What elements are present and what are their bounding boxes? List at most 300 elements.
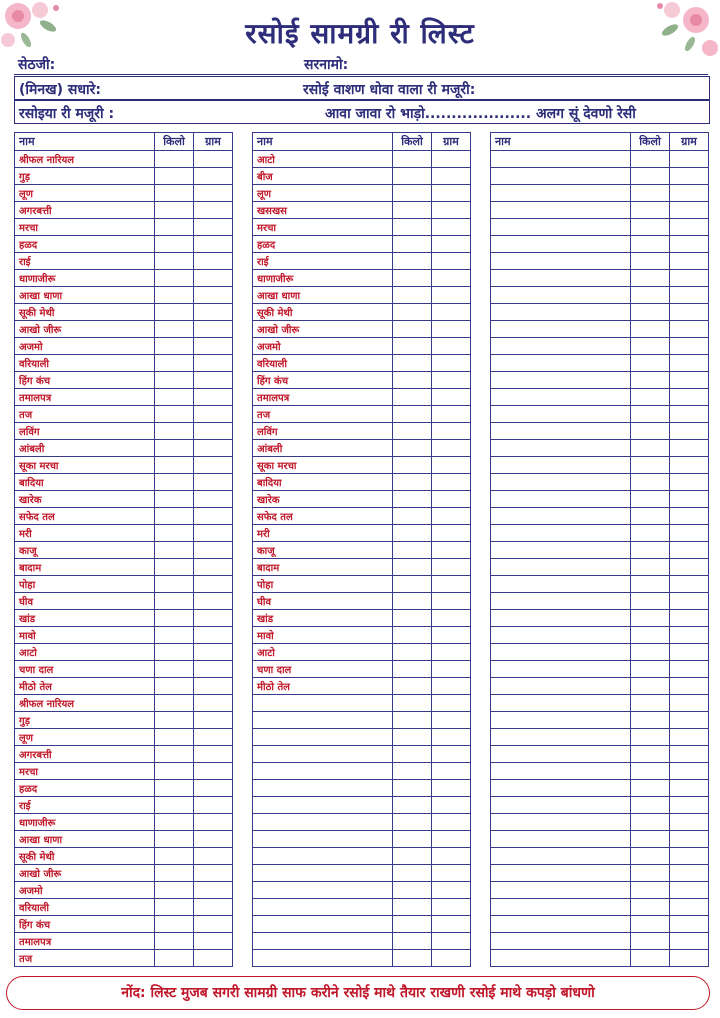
kilo-cell[interactable] [631, 236, 670, 253]
kilo-cell[interactable] [631, 695, 670, 712]
kilo-cell[interactable] [155, 882, 194, 899]
gram-cell[interactable] [670, 236, 709, 253]
item-name-cell [491, 372, 631, 389]
kilo-cell[interactable] [631, 491, 670, 508]
gram-cell[interactable] [432, 814, 471, 831]
kilo-cell[interactable] [393, 423, 432, 440]
kilo-cell[interactable] [393, 304, 432, 321]
gram-cell[interactable] [670, 440, 709, 457]
gram-cell[interactable] [194, 185, 233, 202]
kilo-cell[interactable] [155, 525, 194, 542]
gram-cell[interactable] [670, 202, 709, 219]
kilo-cell[interactable] [393, 219, 432, 236]
gram-cell[interactable] [432, 831, 471, 848]
kilo-cell[interactable] [393, 372, 432, 389]
kilo-cell[interactable] [155, 763, 194, 780]
gram-cell[interactable] [432, 338, 471, 355]
gram-cell[interactable] [432, 695, 471, 712]
kilo-cell[interactable] [631, 219, 670, 236]
kilo-cell[interactable] [393, 661, 432, 678]
gram-cell[interactable] [194, 525, 233, 542]
gram-cell[interactable] [670, 185, 709, 202]
gram-cell[interactable] [194, 831, 233, 848]
gram-cell[interactable] [432, 474, 471, 491]
table-row [491, 270, 709, 287]
kilo-cell[interactable] [155, 440, 194, 457]
gram-cell[interactable] [432, 678, 471, 695]
gram-cell[interactable] [670, 559, 709, 576]
kilo-cell[interactable] [155, 491, 194, 508]
kilo-cell[interactable] [631, 372, 670, 389]
kilo-cell[interactable] [393, 457, 432, 474]
gram-cell[interactable] [432, 882, 471, 899]
kilo-cell[interactable] [631, 338, 670, 355]
gram-cell[interactable] [432, 661, 471, 678]
gram-cell[interactable] [194, 168, 233, 185]
kilo-cell[interactable] [393, 933, 432, 950]
kilo-cell[interactable] [631, 831, 670, 848]
kilo-cell[interactable] [631, 287, 670, 304]
kilo-cell[interactable] [155, 729, 194, 746]
gram-cell[interactable] [670, 423, 709, 440]
gram-cell[interactable] [432, 610, 471, 627]
kilo-cell[interactable] [155, 814, 194, 831]
gram-cell[interactable] [194, 627, 233, 644]
gram-cell[interactable] [194, 814, 233, 831]
kilo-cell[interactable] [155, 916, 194, 933]
gram-cell[interactable] [432, 440, 471, 457]
table-row [15, 525, 233, 542]
kilo-cell[interactable] [631, 474, 670, 491]
gram-cell[interactable] [432, 644, 471, 661]
kilo-cell[interactable] [155, 661, 194, 678]
kilo-cell[interactable] [631, 950, 670, 967]
kilo-cell[interactable] [631, 423, 670, 440]
gram-cell[interactable] [670, 831, 709, 848]
kilo-cell[interactable] [631, 525, 670, 542]
gram-cell[interactable] [194, 372, 233, 389]
gram-cell[interactable] [670, 780, 709, 797]
gram-cell[interactable] [194, 848, 233, 865]
kilo-cell[interactable] [393, 168, 432, 185]
kilo-cell[interactable] [155, 508, 194, 525]
gram-cell[interactable] [432, 287, 471, 304]
gram-cell[interactable] [194, 389, 233, 406]
gram-cell[interactable] [432, 848, 471, 865]
kilo-cell[interactable] [155, 899, 194, 916]
kilo-cell[interactable] [155, 151, 194, 168]
kilo-cell[interactable] [155, 253, 194, 270]
gram-cell[interactable] [194, 304, 233, 321]
gram-cell[interactable] [670, 406, 709, 423]
kilo-cell[interactable] [155, 168, 194, 185]
gram-cell[interactable] [432, 168, 471, 185]
gram-cell[interactable] [194, 202, 233, 219]
kilo-cell[interactable] [393, 185, 432, 202]
kilo-cell[interactable] [393, 491, 432, 508]
gram-cell[interactable] [670, 763, 709, 780]
kilo-cell[interactable] [393, 644, 432, 661]
gram-cell[interactable] [432, 576, 471, 593]
gram-cell[interactable] [670, 389, 709, 406]
kilo-cell[interactable] [631, 168, 670, 185]
gram-cell[interactable] [670, 321, 709, 338]
gram-cell[interactable] [670, 848, 709, 865]
kilo-cell[interactable] [155, 355, 194, 372]
item-name-cell: सफेद तल [253, 508, 393, 525]
kilo-cell[interactable] [631, 729, 670, 746]
kilo-cell[interactable] [393, 389, 432, 406]
gram-cell[interactable] [432, 491, 471, 508]
gram-cell[interactable] [670, 525, 709, 542]
gram-cell[interactable] [670, 950, 709, 967]
gram-cell[interactable] [432, 916, 471, 933]
gram-cell[interactable] [194, 797, 233, 814]
kilo-cell[interactable] [155, 865, 194, 882]
gram-cell[interactable] [432, 389, 471, 406]
gram-cell[interactable] [194, 712, 233, 729]
table-row [15, 831, 233, 848]
gram-cell[interactable] [432, 270, 471, 287]
gram-cell[interactable] [194, 678, 233, 695]
gram-cell[interactable] [194, 542, 233, 559]
gram-cell[interactable] [432, 559, 471, 576]
kilo-cell[interactable] [631, 644, 670, 661]
kilo-cell[interactable] [155, 678, 194, 695]
kilo-cell[interactable] [631, 185, 670, 202]
kilo-cell[interactable] [393, 865, 432, 882]
kilo-cell[interactable] [631, 508, 670, 525]
kilo-cell[interactable] [631, 559, 670, 576]
kilo-cell[interactable] [393, 746, 432, 763]
kilo-cell[interactable] [631, 457, 670, 474]
kilo-cell[interactable] [393, 848, 432, 865]
kilo-cell[interactable] [631, 355, 670, 372]
gram-cell[interactable] [432, 542, 471, 559]
kilo-cell[interactable] [631, 712, 670, 729]
kilo-cell[interactable] [631, 763, 670, 780]
gram-cell[interactable] [432, 763, 471, 780]
kilo-cell[interactable] [631, 576, 670, 593]
gram-cell[interactable] [432, 899, 471, 916]
gram-cell[interactable] [670, 576, 709, 593]
kilo-cell[interactable] [393, 270, 432, 287]
kilo-cell[interactable] [631, 661, 670, 678]
gram-cell[interactable] [194, 253, 233, 270]
kilo-cell[interactable] [631, 406, 670, 423]
gram-cell[interactable] [194, 559, 233, 576]
kilo-cell[interactable] [393, 559, 432, 576]
kilo-cell[interactable] [155, 236, 194, 253]
gram-cell[interactable] [670, 491, 709, 508]
item-name-cell [253, 763, 393, 780]
gram-cell[interactable] [194, 661, 233, 678]
gram-cell[interactable] [194, 729, 233, 746]
kilo-cell[interactable] [393, 882, 432, 899]
kilo-cell[interactable] [631, 627, 670, 644]
kilo-cell[interactable] [393, 440, 432, 457]
kilo-cell[interactable] [155, 950, 194, 967]
kilo-cell[interactable] [631, 389, 670, 406]
kilo-cell[interactable] [393, 729, 432, 746]
kilo-cell[interactable] [393, 593, 432, 610]
kilo-cell[interactable] [393, 338, 432, 355]
kilo-cell[interactable] [155, 304, 194, 321]
kilo-cell[interactable] [155, 372, 194, 389]
gram-cell[interactable] [432, 372, 471, 389]
item-name-cell [491, 389, 631, 406]
gram-cell[interactable] [432, 321, 471, 338]
gram-cell[interactable] [432, 219, 471, 236]
gram-cell[interactable] [194, 899, 233, 916]
gram-cell[interactable] [194, 355, 233, 372]
kilo-cell[interactable] [393, 814, 432, 831]
gram-cell[interactable] [432, 508, 471, 525]
kilo-cell[interactable] [155, 746, 194, 763]
kilo-cell[interactable] [155, 576, 194, 593]
gram-cell[interactable] [194, 882, 233, 899]
gram-cell[interactable] [432, 304, 471, 321]
gram-cell[interactable] [432, 236, 471, 253]
kilo-cell[interactable] [155, 933, 194, 950]
kilo-cell[interactable] [393, 763, 432, 780]
gram-cell[interactable] [194, 338, 233, 355]
kilo-cell[interactable] [393, 627, 432, 644]
gram-cell[interactable] [432, 355, 471, 372]
gram-cell[interactable] [670, 865, 709, 882]
kilo-cell[interactable] [155, 593, 194, 610]
gram-cell[interactable] [194, 270, 233, 287]
gram-cell[interactable] [670, 542, 709, 559]
gram-cell[interactable] [670, 372, 709, 389]
gram-cell[interactable] [432, 712, 471, 729]
kilo-cell[interactable] [631, 253, 670, 270]
kilo-cell[interactable] [393, 321, 432, 338]
gram-cell[interactable] [670, 712, 709, 729]
kilo-cell[interactable] [631, 678, 670, 695]
gram-cell[interactable] [432, 627, 471, 644]
kilo-cell[interactable] [155, 780, 194, 797]
kilo-cell[interactable] [631, 746, 670, 763]
kilo-cell[interactable] [393, 508, 432, 525]
kilo-cell[interactable] [155, 202, 194, 219]
gram-cell[interactable] [194, 287, 233, 304]
gram-cell[interactable] [670, 287, 709, 304]
gram-cell[interactable] [432, 253, 471, 270]
gram-cell[interactable] [670, 933, 709, 950]
kilo-cell[interactable] [631, 610, 670, 627]
gram-cell[interactable] [670, 814, 709, 831]
gram-cell[interactable] [432, 950, 471, 967]
kilo-cell[interactable] [155, 423, 194, 440]
kilo-cell[interactable] [155, 474, 194, 491]
kilo-cell[interactable] [393, 287, 432, 304]
kilo-cell[interactable] [631, 814, 670, 831]
kilo-cell[interactable] [155, 695, 194, 712]
gram-cell[interactable] [670, 916, 709, 933]
kilo-cell[interactable] [393, 236, 432, 253]
gram-cell[interactable] [194, 933, 233, 950]
kilo-cell[interactable] [631, 151, 670, 168]
kilo-cell[interactable] [393, 780, 432, 797]
gram-cell[interactable] [670, 882, 709, 899]
gram-cell[interactable] [670, 593, 709, 610]
kilo-cell[interactable] [393, 678, 432, 695]
gram-cell[interactable] [670, 338, 709, 355]
kilo-cell[interactable] [155, 610, 194, 627]
gram-cell[interactable] [432, 525, 471, 542]
kilo-cell[interactable] [155, 287, 194, 304]
kilo-cell[interactable] [631, 304, 670, 321]
kilo-cell[interactable] [631, 321, 670, 338]
gram-cell[interactable] [670, 474, 709, 491]
gram-cell[interactable] [432, 729, 471, 746]
gram-cell[interactable] [194, 423, 233, 440]
kilo-cell[interactable] [631, 202, 670, 219]
table-row [491, 491, 709, 508]
gram-cell[interactable] [670, 661, 709, 678]
gram-cell[interactable] [194, 321, 233, 338]
gram-cell[interactable] [432, 423, 471, 440]
gram-cell[interactable] [194, 151, 233, 168]
kilo-cell[interactable] [631, 270, 670, 287]
kilo-cell[interactable] [393, 542, 432, 559]
kilo-cell[interactable] [393, 899, 432, 916]
kilo-cell[interactable] [631, 848, 670, 865]
gram-cell[interactable] [194, 219, 233, 236]
kilo-cell[interactable] [155, 406, 194, 423]
gram-cell[interactable] [194, 695, 233, 712]
kilo-cell[interactable] [155, 185, 194, 202]
kilo-cell[interactable] [155, 559, 194, 576]
gram-cell[interactable] [194, 780, 233, 797]
kilo-cell[interactable] [393, 525, 432, 542]
kilo-cell[interactable] [631, 933, 670, 950]
kilo-cell[interactable] [155, 831, 194, 848]
kilo-cell[interactable] [631, 882, 670, 899]
gram-cell[interactable] [670, 899, 709, 916]
kilo-cell[interactable] [631, 797, 670, 814]
kilo-cell[interactable] [155, 797, 194, 814]
kilo-cell[interactable] [155, 457, 194, 474]
kilo-cell[interactable] [393, 950, 432, 967]
gram-cell[interactable] [670, 610, 709, 627]
gram-cell[interactable] [432, 797, 471, 814]
kilo-cell[interactable] [393, 916, 432, 933]
kilo-cell[interactable] [155, 389, 194, 406]
gram-cell[interactable] [432, 933, 471, 950]
gram-cell[interactable] [194, 950, 233, 967]
kilo-cell[interactable] [631, 865, 670, 882]
gram-cell[interactable] [194, 865, 233, 882]
gram-cell[interactable] [432, 457, 471, 474]
kilo-cell[interactable] [393, 253, 432, 270]
gram-cell[interactable] [432, 593, 471, 610]
kilo-cell[interactable] [155, 627, 194, 644]
gram-cell[interactable] [194, 236, 233, 253]
gram-cell[interactable] [670, 678, 709, 695]
kilo-cell[interactable] [393, 576, 432, 593]
gram-cell[interactable] [670, 151, 709, 168]
gram-cell[interactable] [432, 185, 471, 202]
gram-cell[interactable] [670, 627, 709, 644]
gram-cell[interactable] [194, 746, 233, 763]
gram-cell[interactable] [670, 168, 709, 185]
kilo-cell[interactable] [155, 270, 194, 287]
kilo-cell[interactable] [631, 593, 670, 610]
gram-cell[interactable] [670, 270, 709, 287]
gram-cell[interactable] [194, 593, 233, 610]
kilo-cell[interactable] [155, 542, 194, 559]
kilo-cell[interactable] [393, 474, 432, 491]
gram-cell[interactable] [670, 219, 709, 236]
kilo-cell[interactable] [631, 899, 670, 916]
gram-cell[interactable] [670, 355, 709, 372]
gram-cell[interactable] [194, 440, 233, 457]
kilo-cell[interactable] [155, 219, 194, 236]
gram-cell[interactable] [194, 474, 233, 491]
gram-cell[interactable] [194, 644, 233, 661]
kilo-cell[interactable] [393, 712, 432, 729]
gram-cell[interactable] [194, 916, 233, 933]
gram-cell[interactable] [670, 304, 709, 321]
kilo-cell[interactable] [155, 848, 194, 865]
item-name-cell [253, 848, 393, 865]
kilo-cell[interactable] [631, 780, 670, 797]
kilo-cell[interactable] [155, 712, 194, 729]
item-name-cell: खारेक [15, 491, 155, 508]
kilo-cell[interactable] [631, 542, 670, 559]
gram-cell[interactable] [194, 457, 233, 474]
gram-cell[interactable] [194, 610, 233, 627]
kilo-cell[interactable] [155, 338, 194, 355]
gram-cell[interactable] [670, 508, 709, 525]
kilo-cell[interactable] [155, 321, 194, 338]
gram-cell[interactable] [194, 491, 233, 508]
kilo-cell[interactable] [393, 151, 432, 168]
kilo-cell[interactable] [631, 440, 670, 457]
gram-cell[interactable] [670, 729, 709, 746]
gram-cell[interactable] [670, 695, 709, 712]
gram-cell[interactable] [194, 763, 233, 780]
gram-cell[interactable] [670, 644, 709, 661]
gram-cell[interactable] [194, 406, 233, 423]
gram-cell[interactable] [670, 457, 709, 474]
kilo-cell[interactable] [631, 916, 670, 933]
gram-cell[interactable] [432, 865, 471, 882]
kilo-cell[interactable] [393, 355, 432, 372]
table-row [253, 916, 471, 933]
gram-cell[interactable] [670, 746, 709, 763]
item-name-cell: बादिया [253, 474, 393, 491]
gram-cell[interactable] [432, 406, 471, 423]
kilo-cell[interactable] [393, 831, 432, 848]
gram-cell[interactable] [432, 746, 471, 763]
gram-cell[interactable] [194, 508, 233, 525]
gram-cell[interactable] [194, 576, 233, 593]
kilo-cell[interactable] [393, 797, 432, 814]
kilo-cell[interactable] [393, 610, 432, 627]
kilo-cell[interactable] [393, 202, 432, 219]
gram-cell[interactable] [670, 253, 709, 270]
kilo-cell[interactable] [393, 406, 432, 423]
gram-cell[interactable] [432, 202, 471, 219]
gram-cell[interactable] [432, 780, 471, 797]
kilo-cell[interactable] [155, 644, 194, 661]
gram-cell[interactable] [432, 151, 471, 168]
gram-cell[interactable] [670, 797, 709, 814]
kilo-cell[interactable] [393, 695, 432, 712]
